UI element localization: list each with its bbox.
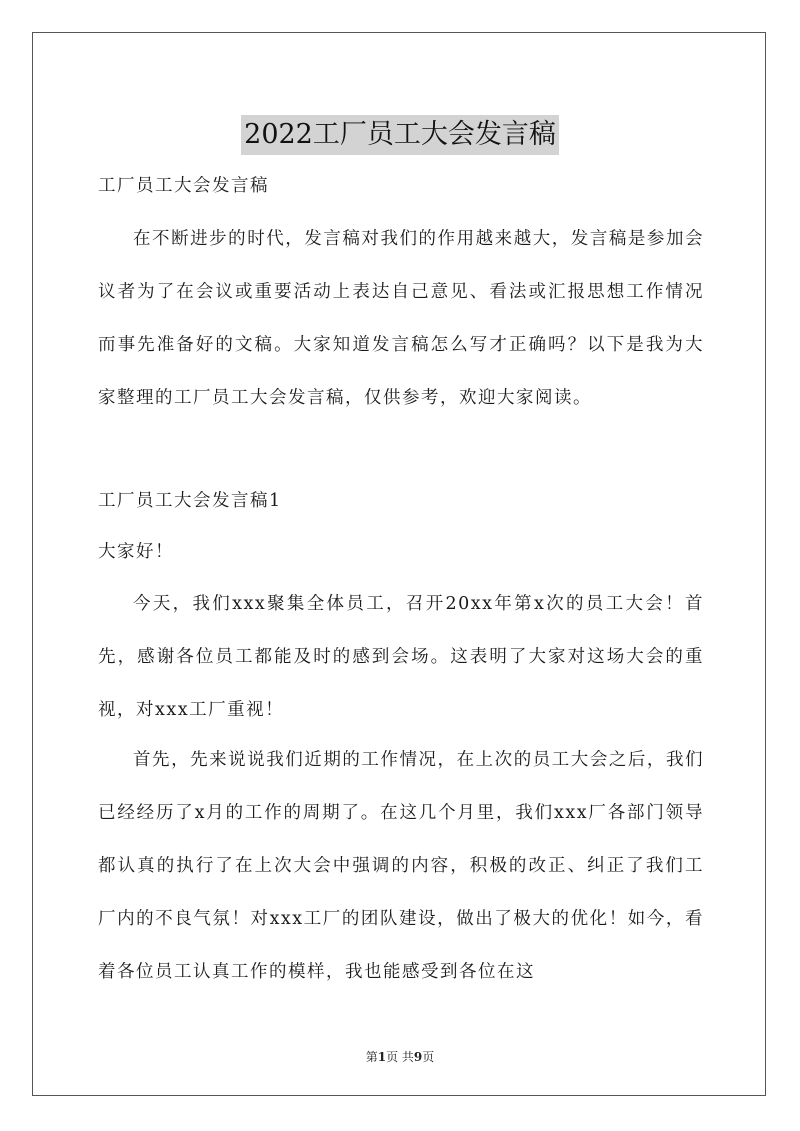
paragraph-2: 首先，先来说说我们近期的工作情况，在上次的员工大会之后，我们已经经历了x月的工作的周期了。在这几个月里，我们xxx厂各部门领导都认真的执行了在上次大会中强调的内容，积极的改正、纠正了我们工厂内的不良气氛！对xxx工厂的团队建设，做出了极大的优化！如今，看着各位员工认真工作的模样，我也能感受到各位在这 [98, 750, 704, 982]
current-page-number: 1 [377, 1050, 387, 1064]
total-pages-number: 9 [413, 1050, 423, 1064]
footer-prefix: 第 [365, 1050, 378, 1064]
intro-paragraph: 在不断进步的时代，发言稿对我们的作用越来越大，发言稿是参加会议者为了在会议或重要活动上表达自己意见、看法或汇报思想工作情况而事先准备好的文稿。大家知道发言稿怎么写才正确吗？以下是我为大家整理的工厂员工大会发言稿，仅供参考，欢迎大家阅读。 [98, 229, 704, 408]
document-title: 2022工厂员工大会发言稿 [241, 115, 559, 155]
footer-middle: 页 共 [386, 1050, 414, 1064]
footer-suffix: 页 [422, 1050, 435, 1064]
paragraph-1: 今天，我们xxx聚集全体员工，召开20xx年第x次的员工大会！首先，感谢各位员工都能及时的感到会场。这表明了大家对这场大会的重视，对xxx工厂重视！ [98, 594, 704, 720]
page-footer [0, 1048, 800, 1065]
section-heading: 工厂员工大会发言稿1 [98, 491, 282, 511]
document-subtitle: 工厂员工大会发言稿 [98, 176, 269, 196]
greeting: 大家好！ [98, 542, 174, 562]
